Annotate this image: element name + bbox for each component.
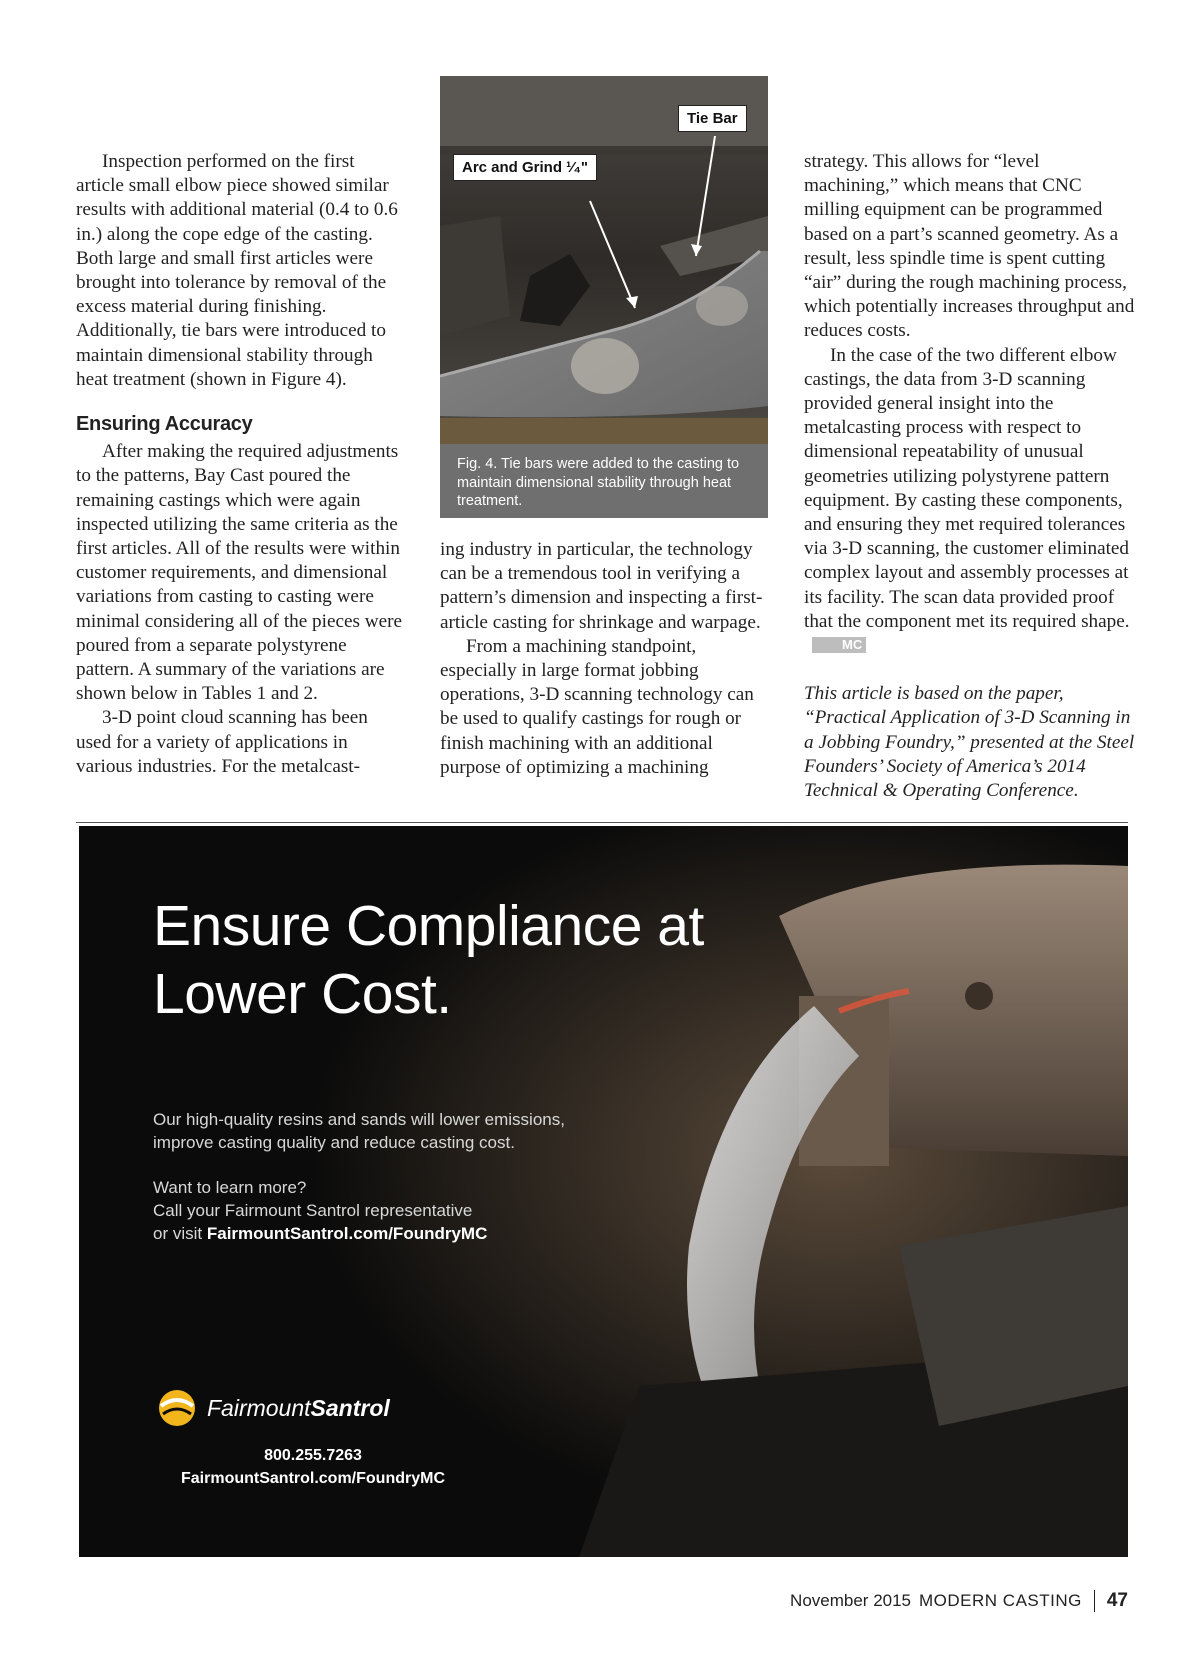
ad-cta-line: Call your Fairmount Santrol representative <box>153 1201 473 1220</box>
ad-cta-prefix: or visit <box>153 1224 203 1243</box>
publication-name: MODERN CASTING <box>919 1591 1082 1610</box>
ad-cta-url[interactable]: FairmountSantrol.com/FoundryMC <box>206 1224 488 1243</box>
body-paragraph: Inspection performed on the first article small elbow piece showed similar results with additional material (0.4 to 0.6 in.) along the cope edge of the casting. Both large and small first articles were brought into tolerance by removal of the excess material during finishing. Additionally, tie bars were introduced to maintain dimensional stability through heat treatment (shown in Figure 4). <box>76 151 398 390</box>
ad-body <box>153 1108 573 1267</box>
logo-word-a: Fairmount <box>207 1394 311 1421</box>
section-heading: Ensuring Accuracy <box>76 413 253 436</box>
logo-word-b: Santrol <box>310 1394 390 1421</box>
ad-contact <box>153 1444 473 1490</box>
ad-headline-line: Lower Cost. <box>153 962 452 1026</box>
ad-body-text: Our high-quality resins and sands will lower emissions, improve casting quality and reduce casting cost. <box>153 1110 565 1152</box>
fairmount-santrol-logo <box>157 1386 390 1430</box>
figure-photo <box>440 76 768 444</box>
advertisement <box>79 826 1128 1557</box>
sun-logo-icon <box>157 1388 197 1428</box>
article-column-1 <box>76 150 406 779</box>
body-paragraph: strategy. This allows for “level machining,” which means that CNC milling equipment can be programmed based on a part’s scanned geometry. As a result, less spindle time is spent cutting “air” during the rough machining process, which potentially increases throughput and reduces costs. <box>804 151 1135 342</box>
body-paragraph: From a machining standpoint, especially in large format jobbing operations, 3-D scanning technology can be used to qualify castings for rough or finish machining with an additional purpose of optimizing a machining <box>440 635 754 778</box>
body-paragraph: ing industry in particular, the technology can be a tremendous tool in verifying a pattern’s dimension and inspecting a first-article casting for shrinkage and warpage. <box>440 539 763 633</box>
page-footer <box>790 1590 1128 1612</box>
footer-separator <box>1094 1590 1095 1612</box>
logo-wordmark <box>207 1395 390 1422</box>
section-divider <box>76 822 1128 823</box>
body-paragraph <box>804 344 1136 659</box>
body-paragraph: After making the required adjustments to the patterns, Bay Cast poured the remaining castings which were again inspected utilizing the same criteria as the first articles. All of the results were within customer requirements, and dimensional variations from casting to casting were minimal considering all of the pieces were poured from a separate polystyrene pattern. A summary of the variations are shown below in Tables 1 and 2. <box>76 441 403 705</box>
ad-url[interactable]: FairmountSantrol.com/FoundryMC <box>181 1470 445 1487</box>
ad-headline-line: Ensure Compliance at <box>153 894 704 958</box>
issue-date: November 2015 <box>790 1591 912 1610</box>
end-of-article-badge: MC <box>812 637 866 653</box>
article-column-3 <box>804 150 1136 803</box>
ad-phone[interactable]: 800.255.7263 <box>264 1447 362 1464</box>
article-credit: This article is based on the paper, “Practical Application of 3-D Scanning in a Jobbing Foundry,” presented at the Steel Founders’ Society of America’s 2014 Technical & Operating Conference. <box>804 683 1135 802</box>
ad-headline <box>153 892 753 1028</box>
body-paragraph: 3-D point cloud scanning has been used for a variety of applications in various industries. For the metalcast- <box>76 707 368 777</box>
figure-caption: Fig. 4. Tie bars were added to the casting to maintain dimensional stability through heat treatment. <box>440 444 768 518</box>
page-number: 47 <box>1106 1590 1128 1611</box>
figure-4 <box>440 76 768 518</box>
tie-bar-label: Tie Bar <box>678 105 747 132</box>
body-paragraph-text: In the case of the two different elbow castings, the data from 3-D scanning provided general insight into the metalcasting process with respect to dimensional repeatability of unusual geometries utilizing polystyrene pattern equipment. By casting these components, and ensuring they met required tolerances via 3-D scanning, the customer eliminated complex layout and assembly processes at its facility. The scan data provided proof that the component met its required shape. <box>804 344 1130 632</box>
ad-cta-line: Want to learn more? <box>153 1178 307 1197</box>
ad-cta <box>153 1176 573 1245</box>
arc-grind-label: Arc and Grind ¹⁄₄" <box>453 154 597 181</box>
article-column-2 <box>440 538 770 780</box>
